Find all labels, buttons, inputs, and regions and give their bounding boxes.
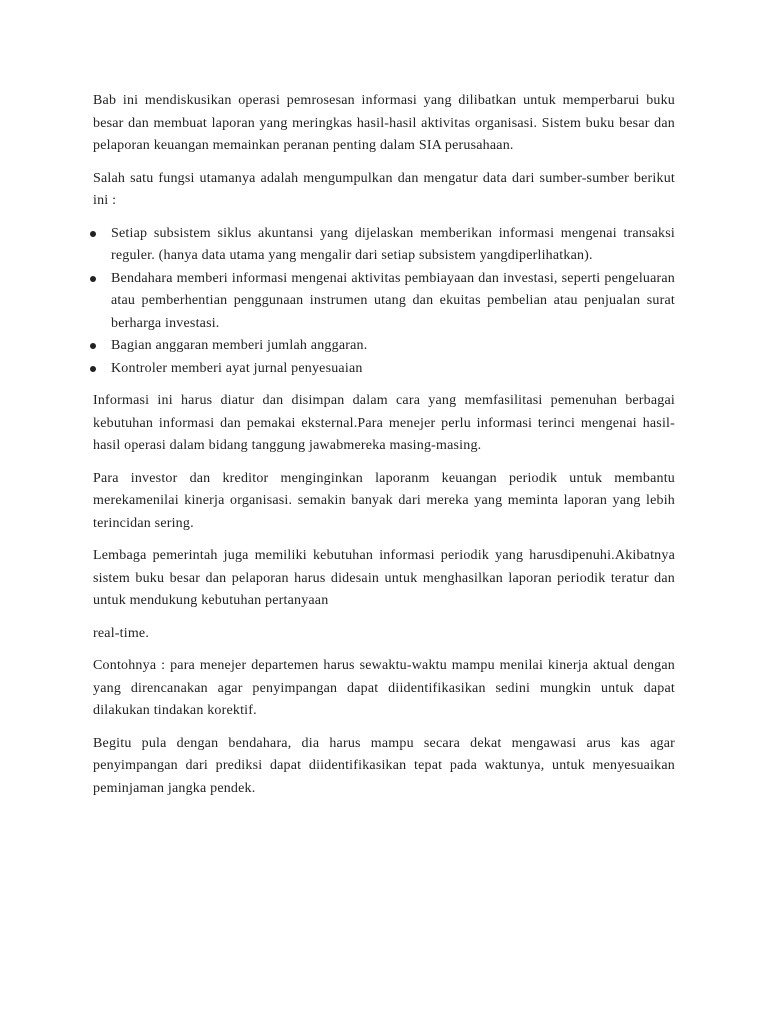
document-page	[93, 90, 675, 810]
list-item	[111, 358, 675, 381]
realtime-paragraph: real-time.	[93, 625, 150, 641]
list-item	[111, 223, 675, 268]
list-item-text: Bendahara memberi informasi mengenai aktivitas pembiayaan dan investasi, seperti pengeluaran atau pemberhentian penggunaan instrumen utang dan ekuitas pembelian atau penjualan surat berharga investasi.	[111, 270, 675, 331]
sources-list	[93, 223, 675, 381]
bullet-icon	[90, 366, 96, 372]
bullet-icon	[90, 231, 96, 237]
list-item-text: Setiap subsistem siklus akuntansi yang dijelaskan memberikan informasi mengenai transaksi reguler. (hanya data utama yang mengalir dari setiap subsistem yangdiperlihatkan).	[111, 225, 675, 263]
sources-intro-paragraph: Salah satu fungsi utamanya adalah mengumpulkan dan mengatur data dari sumber-sumber berikut ini :	[93, 170, 675, 208]
list-item	[111, 335, 675, 358]
intro-paragraph: Bab ini mendiskusikan operasi pemrosesan informasi yang dilibatkan untuk memperbarui buku besar dan membuat laporan yang meringkas hasil-hasil aktivitas organisasi. Sistem buku besar dan pelaporan keuangan memainkan peranan penting dalam SIA perusahaan.	[93, 93, 675, 153]
list-item-text: Bagian anggaran memberi jumlah anggaran.	[111, 338, 368, 353]
example-paragraph: Contohnya : para menejer departemen harus sewaktu-waktu mampu menilai kinerja aktual dengan yang direncanakan agar penyimpangan dapat diidentifikasikan sedini mungkin untuk dapat dilakukan tindakan korektif.	[93, 658, 675, 718]
bullet-icon	[90, 343, 96, 349]
bullet-icon	[90, 276, 96, 282]
treasurer-paragraph: Begitu pula dengan bendahara, dia harus mampu secara dekat mengawasi arus kas agar penyimpangan dari prediksi dapat diidentifikasikan tepat pada waktunya, untuk menyesuaikan peminjaman jangka pendek.	[93, 735, 675, 796]
government-paragraph: Lembaga pemerintah juga memiliki kebutuhan informasi periodik yang harusdipenuhi.Akibatnya sistem buku besar dan pelaporan harus didesain untuk menghasilkan laporan periodik teratur dan untuk mendukung kebutuhan pertanyaan	[93, 548, 675, 608]
investor-paragraph: Para investor dan kreditor menginginkan laporanm keuangan periodik untuk membantu merekamenilai kinerja organisasi. semakin banyak dari mereka yang meminta laporan yang lebih terincidan sering.	[93, 470, 675, 531]
list-item	[111, 268, 675, 336]
list-item-text: Kontroler memberi ayat jurnal penyesuaian	[111, 360, 363, 376]
information-paragraph: Informasi ini harus diatur dan disimpan dalam cara yang memfasilitasi pemenuhan berbagai kebutuhan informasi dan pemakai eksternal.Para menejer perlu informasi terinci mengenai hasil-hasil operasi dalam bidang tanggung jawabmereka masing-masing.	[93, 393, 675, 453]
